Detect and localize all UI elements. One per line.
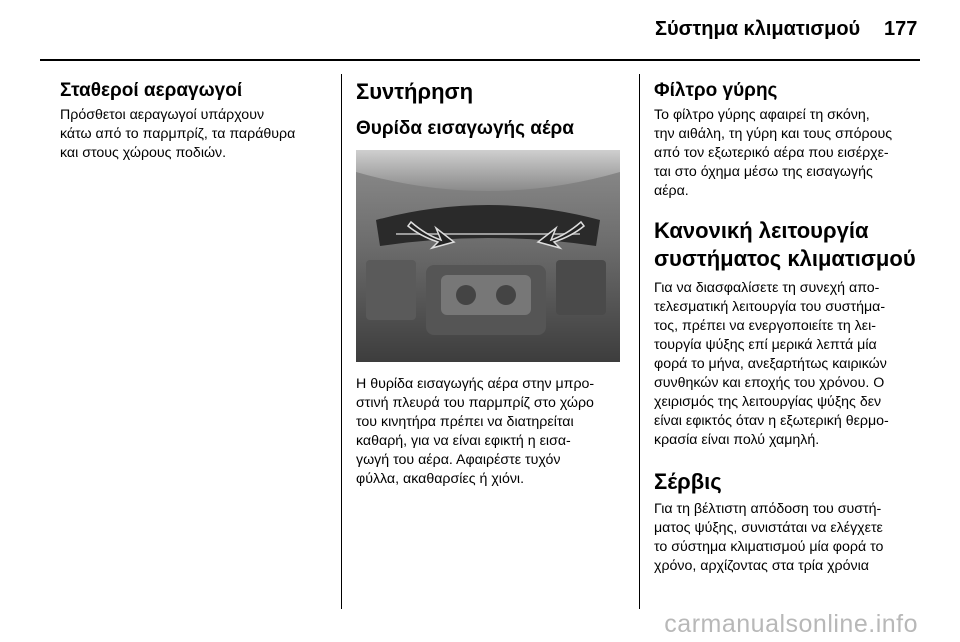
section-heading-pollen-filter: Φίλτρο γύρης	[654, 80, 778, 101]
page-number: 177	[884, 18, 918, 40]
header-rule	[40, 59, 920, 61]
watermark: carmanualsonline.info	[664, 610, 918, 638]
middle-column-text	[356, 375, 632, 489]
section-heading-service: Σέρβις	[654, 469, 722, 494]
service-text: Για τη βέλτιστη απόδοση του συστή- ματος ψύξης, συνιστάται να ελέγχετε το σύστημα κλιματισμού μία φορά το χρόνο, αρχίζοντας στα τρία χρόνια	[654, 501, 884, 574]
column-divider-left	[341, 74, 342, 609]
middle-column	[356, 80, 632, 140]
column-divider-right	[639, 74, 640, 609]
section-heading-normal-operation: Κανονική λειτουργία συστήματος κλιματισμού	[654, 218, 916, 271]
engine-bay-photo	[356, 150, 620, 362]
section-heading-maintenance: Συντήρηση	[356, 79, 474, 104]
fixed-vents-text: Πρόσθετοι αεραγωγοί υπάρχουν κάτω από το παρμπρίζ, τα παράθυρα και στους χώρους ποδιών.	[60, 107, 296, 161]
right-column	[654, 80, 930, 576]
air-intake-text: Η θυρίδα εισαγωγής αέρα στην μπρο- στινή πλευρά του παρμπρίζ στο χώρο του κινητήρα πρέπει να διατηρείται καθαρή, για να είναι εφικτή η εισα- γωγή του αέρα. Αφαιρέστε τυχόν φύλλα, ακαθαρσίες ή χιόνι.	[356, 376, 595, 487]
section-heading-fixed-vents: Σταθεροί αεραγωγοί	[60, 80, 243, 101]
normal-operation-text: Για να διασφαλίσετε τη συνεχή απο- τελεσματική λειτουργία του συστήμα- τος, πρέπει να ενεργοποιείτε τη λει- τουργία ψύξης επί μερικά λεπτά μία φορά το μήνα, ανεξαρτήτως καιρικών συνθηκών και εποχής του χρόνου. Ο χειρισμός της λειτουργίας ψύξης δεν είναι εφικτός όταν η εξωτερική θερμο- κρασία είναι πολύ χαμηλή.	[654, 280, 889, 448]
running-header-title: Σύστημα κλιματισμού	[655, 18, 861, 40]
pollen-filter-text: Το φίλτρο γύρης αφαιρεί τη σκόνη, την αιθάλη, τη γύρη και τους σπόρους από τον εξωτερικό αέρα που εισέρχε- ται στο όχημα μέσω της εισαγωγής αέρα.	[654, 107, 893, 199]
subheading-air-intake: Θυρίδα εισαγωγής αέρα	[356, 118, 574, 139]
left-column	[60, 80, 336, 163]
